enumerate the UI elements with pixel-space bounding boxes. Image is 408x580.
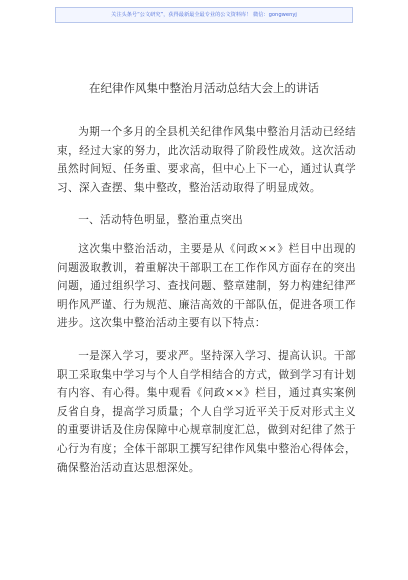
promo-banner[interactable] <box>55 7 353 23</box>
document-title: 在纪律作风集中整治月活动总结大会上的讲话 <box>89 81 319 95</box>
body-paragraph: 一是深入学习，要求严。坚持深入学习、提高认识。干部职工采取集中学习与个人自学相结合的方式，做到学习有计划有内容、有心得。集中观看《问政××》栏目，通过真实案例反省自身，提高学习质量；个人自学习近平关于反对形式主义的重要讲话及住房保障中心规章制度汇总，做到对纪律了然于心行为有度；全体干部职工撰写纪律作风集中整治心得体会，确保整治活动直达思想深处。 <box>57 349 356 474</box>
intro-paragraph: 为期一个多月的全县机关纪律作风集中整治月活动已经结束，经过大家的努力，此次活动取得了阶段性成效。这次活动虽然时间短、任务重、要求高，但中心上下一心，通过认真学习、深入查摆、集中整改，整治活动取得了明显成效。 <box>57 126 356 194</box>
document-body <box>57 123 356 491</box>
body-paragraph: 这次集中整治活动，主要是从《问政××》栏目中出现的问题汲取教训，着重解决干部职工在工作作风方面存在的突出问题，通过组织学习、查找问题、整章建制，努力构建纪律严明作风严谨、行为规范、廉洁高效的干部队伍，促进各项工作进步。这次集中整治活动主要有以下特点： <box>57 242 356 330</box>
promo-banner-text: 关注头条号“公文研究”，获得最新最全最专业的公文资料库！ 微信：gongwenyj <box>111 12 297 18</box>
section-heading: 一、活动特色明显，整治重点突出 <box>78 214 244 227</box>
